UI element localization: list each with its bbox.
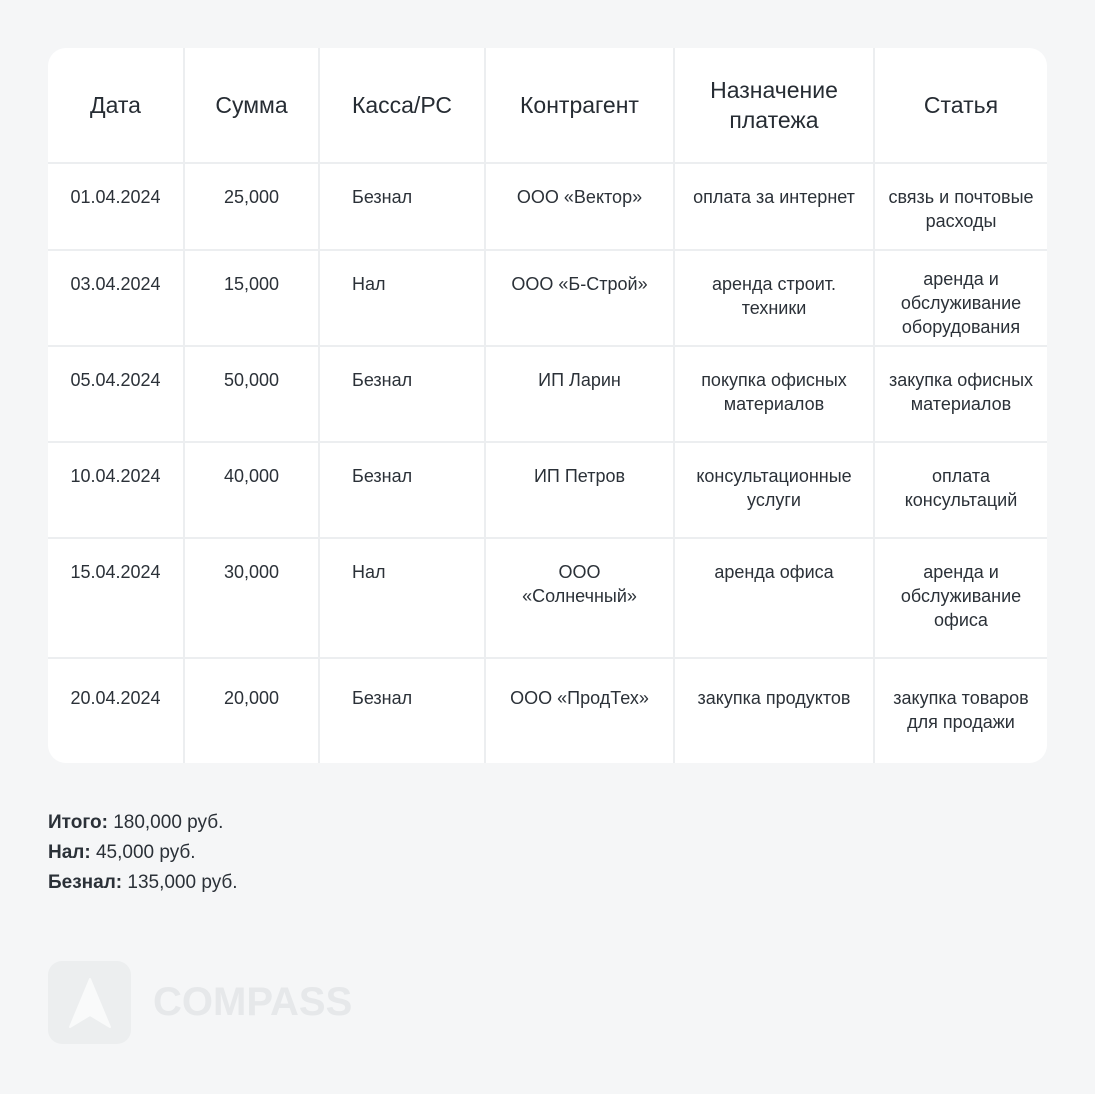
cell-date: 01.04.2024 [48,163,184,250]
table-row [48,346,1047,442]
total-label: Итого: [48,812,108,833]
cell-purpose: аренда офиса [674,538,874,658]
table-row [48,658,1047,763]
cell-date: 20.04.2024 [48,658,184,763]
table-row [48,442,1047,538]
cell-counterparty: ИП Ларин [485,346,674,442]
cell-amount: 40,000 [184,442,319,538]
total-value: 180,000 руб. [107,812,224,833]
cell-counterparty: ООО «Солнечный» [485,538,674,658]
cell-cash-account: Безнал [319,346,485,442]
cell-category: закупка офисных материалов [874,346,1047,442]
cell-category: оплата консультаций [874,442,1047,538]
cell-purpose: аренда строит. техники [674,250,874,346]
cell-counterparty: ООО «Вектор» [485,163,674,250]
header-date: Дата [48,48,184,163]
table-row [48,538,1047,658]
cell-purpose: закупка продуктов [674,658,874,763]
cell-amount: 50,000 [184,346,319,442]
cell-amount: 15,000 [184,250,319,346]
brand-name: COMPASS [153,980,353,1024]
table-row [48,250,1047,346]
cell-purpose: консультационные услуги [674,442,874,538]
total-line [48,808,238,838]
cell-date: 05.04.2024 [48,346,184,442]
cell-date: 10.04.2024 [48,442,184,538]
cell-purpose: оплата за интернет [674,163,874,250]
cell-category: аренда и обслуживание офиса [874,538,1047,658]
cash-label: Нал: [48,842,91,863]
cell-cash-account: Безнал [319,163,485,250]
cash-line [48,838,238,868]
cell-cash-account: Нал [319,250,485,346]
cell-category: связь и почтовые расходы [874,163,1047,250]
table-row [48,163,1047,250]
cell-counterparty: ИП Петров [485,442,674,538]
payments-table-card [48,48,1047,763]
compass-arrow-icon [48,961,131,1044]
cell-counterparty: ООО «Б-Строй» [485,250,674,346]
cell-purpose: покупка офисных материалов [674,346,874,442]
compass-logo [48,961,352,1044]
compass-arrow-icon-svg [68,977,112,1029]
cell-date: 03.04.2024 [48,250,184,346]
header-amount: Сумма [184,48,319,163]
cell-date: 15.04.2024 [48,538,184,658]
table-header-row [48,48,1047,163]
header-counterparty: Контрагент [485,48,674,163]
noncash-value: 135,000 руб. [122,872,238,893]
cell-cash-account: Нал [319,538,485,658]
cell-counterparty: ООО «ПродТех» [485,658,674,763]
header-category: Статья [874,48,1047,163]
cell-cash-account: Безнал [319,442,485,538]
header-cash-account: Касса/РС [319,48,485,163]
cell-category: аренда и обслуживание оборудования [874,250,1047,346]
cell-amount: 30,000 [184,538,319,658]
noncash-line [48,868,238,898]
cash-value: 45,000 руб. [90,842,196,863]
payments-table [48,48,1047,763]
totals-summary [48,808,238,898]
cell-amount: 20,000 [184,658,319,763]
cell-amount: 25,000 [184,163,319,250]
header-purpose: Назначение платежа [674,48,874,163]
noncash-label: Безнал: [48,872,123,893]
cell-cash-account: Безнал [319,658,485,763]
cell-category: закупка товаров для продажи [893,688,1029,732]
